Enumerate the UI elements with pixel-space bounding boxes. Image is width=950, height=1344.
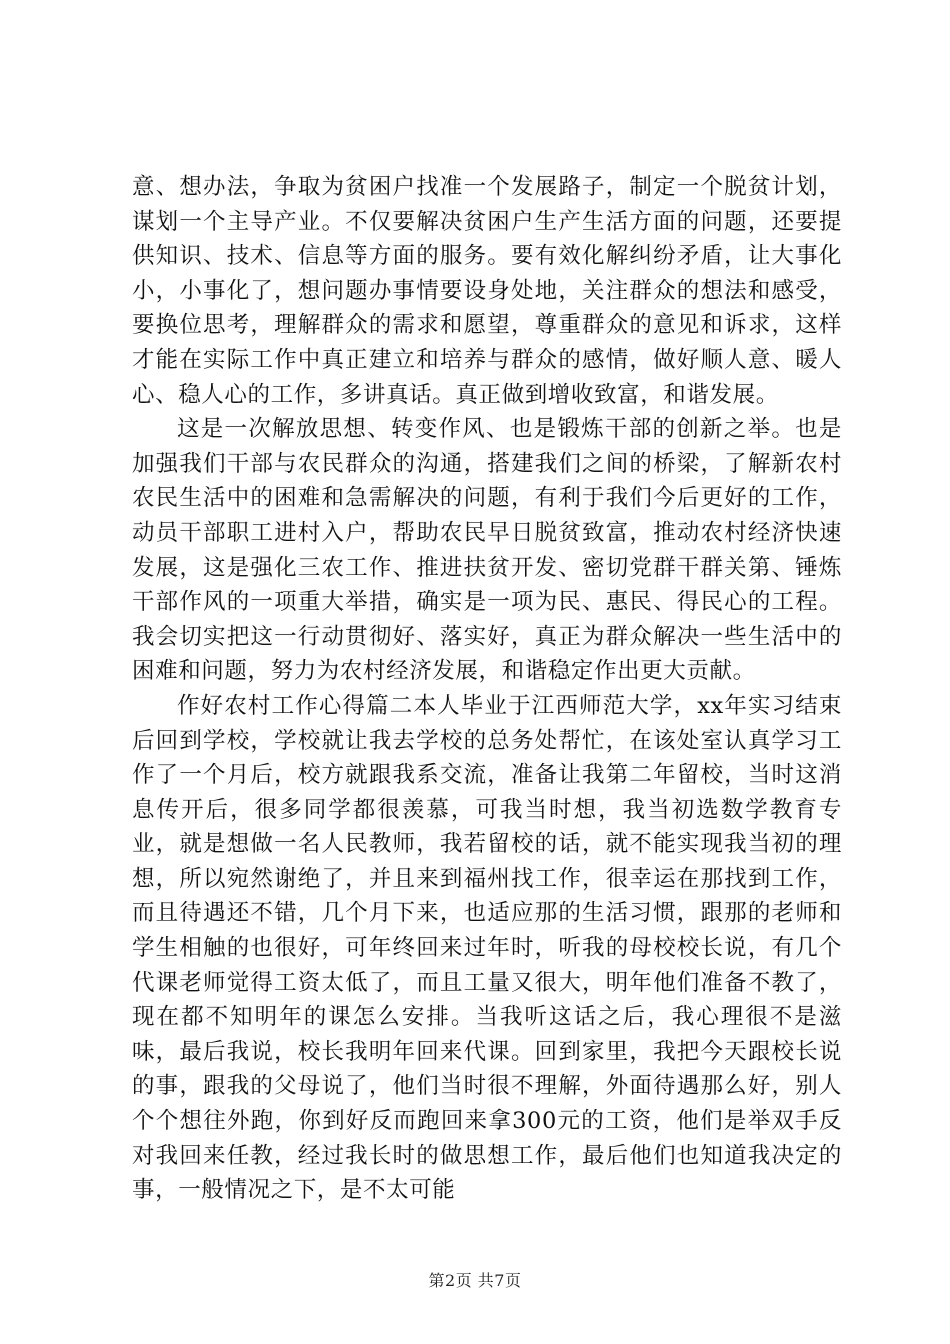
paragraph-1: 意、想办法，争取为贫困户找准一个发展路子，制定一个脱贫计划，谋划一个主导产业。不仅要解决贫困户生产生活方面的问题，还要提供知识、技术、信息等方面的服务。要有效化解纠纷矛盾，让大事化小，小事化了，想问题办事情要设身处地，关注群众的想法和感受，要换位思考，理解群众的需求和愿望，尊重群众的意见和诉求，这样才能在实际工作中真正建立和培养与群众的感情，做好顺人意、暖人心、稳人心的工作，多讲真话。真正做到增收致富，和谐发展。: [132, 174, 842, 408]
paragraph-2: 这是一次解放思想、转变作风、也是锻炼干部的创新之举。也是加强我们干部与农民群众的沟通，搭建我们之间的桥梁，了解新农村农民生活中的困难和急需解决的问题，有利于我们今后更好的工作，动员干部职工进村入户，帮助农民早日脱贫致富，推动农村经济快速发展，这是强化三农工作、推进扶贫开发、密切党群干群关第、锤炼干部作风的一项重大举措，确实是一项为民、惠民、得民心的工程。我会切实把这一行动贯彻好、落实好，真正为群众解决一些生活中的困难和问题，努力为农村经济发展，和谐稳定作出更大贡献。: [132, 416, 842, 685]
document-body: [132, 170, 842, 1208]
paragraph-3: 作好农村工作心得篇二本人毕业于江西师范大学，xx年实习结束后回到学校，学校就让我去学校的总务处帮忙，在该处室认真学习工作了一个月后，校方就跟我系交流，准备让我第二年留校，当时这消息传开后，很多同学都很羡慕，可我当时想，我当初选数学教育专业，就是想做一名人民教师，我若留校的话，就不能实现我当初的理想，所以宛然谢绝了，并且来到福州找工作，很幸运在那找到工作，而且待遇还不错，几个月下来，也适应那的生活习惯，跟那的老师和学生相触的也很好，可年终回来过年时，听我的母校校长说，有几个代课老师觉得工资太低了，而且工量又很大，明年他们准备不教了，现在都不知明年的课怎么安排。当我听这话之后，我心理很不是滋味，最后我说，校长我明年回来代课。回到家里，我把今天跟校长说的事，跟我的父母说了，他们当时很不理解，外面待遇那么好，别人个个想往外跑，你到好反而跑回来拿300元的工资，他们是举双手反对我回来任教，经过我长时的做思想工作，最后他们也知道我决定的事，一般情况之下，是不太可能: [132, 692, 842, 1204]
page-footer: 第2页 共7页: [428, 1271, 522, 1290]
